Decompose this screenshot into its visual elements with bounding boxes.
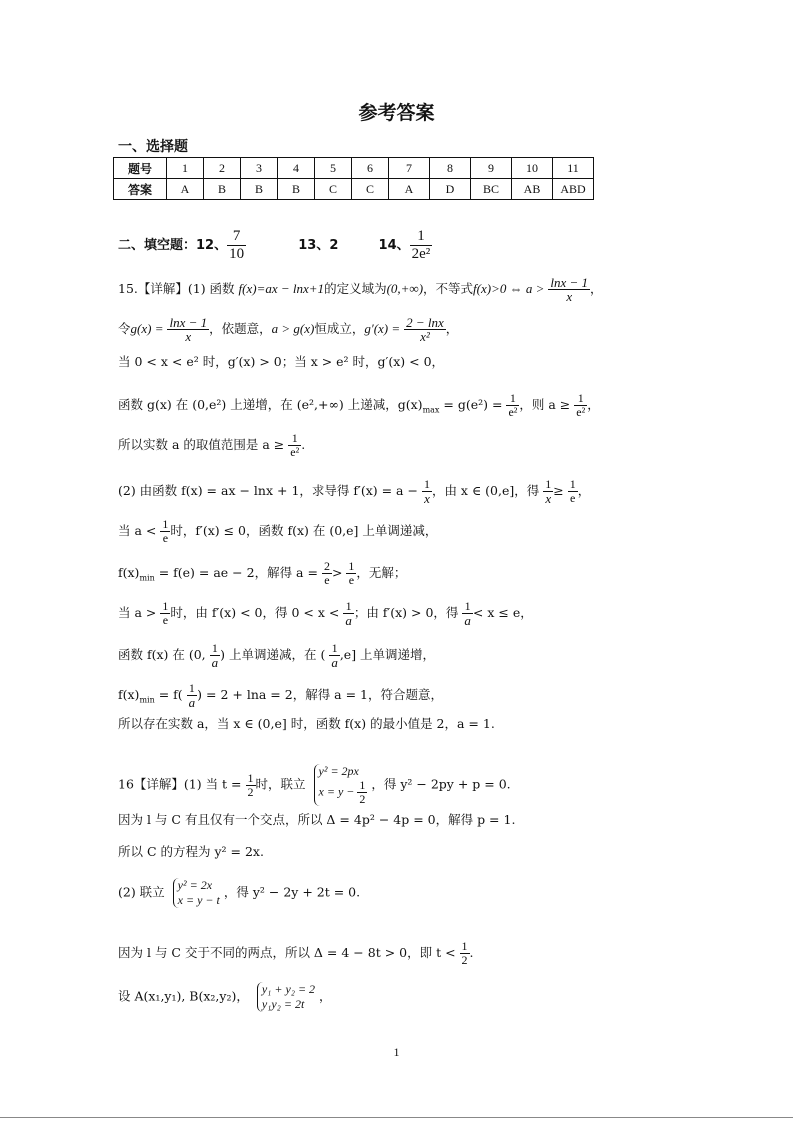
text: ) 上单调递减，在 (: [220, 647, 326, 662]
fraction-denominator: e²: [508, 405, 518, 419]
q14-label: 14、: [378, 238, 410, 253]
fraction-denominator: x²: [420, 329, 430, 344]
table-cell: 8: [430, 158, 471, 179]
text: 当 a >: [118, 605, 157, 620]
table-cell: B: [278, 179, 315, 200]
solution-line: 所以存在实数 a，当 x ∈ (0,e] 时，函数 f(x) 的最小值是 2，a = 1.: [118, 716, 495, 731]
q12-fraction: [227, 228, 246, 263]
fraction-numerator: 1: [462, 600, 473, 614]
fraction-denominator: e: [348, 573, 355, 587]
solution-line: [118, 642, 435, 669]
solution-line: [118, 560, 406, 587]
equation: y² = 2x: [177, 878, 213, 892]
section-choice-heading: 一、选择题: [118, 139, 188, 155]
table-header-cell: 题号: [114, 158, 167, 179]
solution-line: [118, 682, 443, 709]
equation-system: [314, 764, 368, 806]
fraction-numerator: 1: [423, 477, 430, 491]
fraction-numerator: 1: [247, 770, 254, 785]
table-cell: ABD: [553, 179, 594, 200]
text: ，: [445, 321, 459, 336]
fraction-numerator: 7: [227, 228, 246, 246]
fraction-denominator: a: [345, 613, 352, 628]
equation: y² = 2px: [318, 764, 359, 778]
fraction-denominator: 2e²: [411, 246, 431, 262]
page-bottom-divider: [0, 1117, 793, 1118]
fraction-numerator: 1: [569, 477, 576, 491]
fraction-denominator: x: [545, 491, 552, 506]
solution-line: [118, 276, 603, 303]
fraction: [160, 600, 170, 627]
fraction: [246, 772, 256, 799]
text: ，: [319, 988, 332, 1004]
table-cell: 2: [204, 158, 241, 179]
text: 函数 f(x) 在 (0,: [118, 647, 206, 662]
table-cell: 4: [278, 158, 315, 179]
fraction-denominator: 2: [461, 953, 468, 967]
fraction-numerator: 1: [545, 477, 552, 491]
table-cell: B: [204, 179, 241, 200]
section-fill-heading: 二、填空题：: [118, 238, 197, 253]
text: = f(e) = ae − 2，解得 a =: [154, 565, 318, 580]
text: ；由 f′(x) > 0，得: [353, 605, 459, 620]
solution-line: [118, 600, 533, 627]
table-cell: C: [352, 179, 389, 200]
text: ) = 2 + lna = 2，解得 a = 1，符合题意，: [197, 687, 444, 702]
fraction-numerator: 1: [574, 392, 587, 406]
text: ，: [577, 483, 591, 498]
text: < x ≤ e，: [472, 605, 533, 620]
solution-line: 因为 l 与 C 有且仅有一个交点，所以 Δ = 4p² − 4p = 0，解得 p = 1.: [118, 812, 516, 827]
table-header-cell: 答案: [114, 179, 167, 200]
text: 16【详解】(1) 当 t =: [118, 776, 242, 792]
fraction-numerator: 1: [288, 432, 301, 446]
text: 因为 l 与 C 交于不同的两点，所以 Δ = 4 − 8t > 0，即 t <: [118, 945, 456, 960]
solution-line: [118, 518, 437, 545]
text: .: [301, 437, 306, 452]
formula: g(x) =: [130, 321, 164, 336]
table-cell: 7: [389, 158, 430, 179]
text: 函数 g(x) 在 (0,e²) 上递增，在 (e²,+∞) 上递减，g(x): [118, 397, 423, 412]
fraction-numerator: 1: [329, 642, 340, 656]
table-cell: D: [430, 179, 471, 200]
formula: g′(x) =: [364, 321, 401, 336]
fraction-denominator: a: [464, 613, 471, 628]
fraction: [329, 642, 340, 669]
subscript: min: [139, 573, 155, 583]
fraction-denominator: e: [324, 573, 330, 587]
table-cell: A: [167, 179, 204, 200]
fraction-numerator: 1: [410, 228, 433, 246]
page-number: 1: [393, 1045, 400, 1059]
text: ，得 y² − 2py + p = 0.: [371, 776, 511, 792]
text: ，无解；: [356, 565, 407, 580]
fraction: [422, 478, 432, 505]
equation: y₁ + y₂ = 2: [261, 982, 316, 996]
text: 恒成立，: [314, 321, 365, 336]
text: ≥: [553, 483, 564, 498]
fraction-denominator: e: [570, 491, 576, 505]
table-cell: 3: [241, 158, 278, 179]
text: 时，联立: [255, 776, 306, 792]
fraction-numerator: 1: [348, 559, 355, 573]
table-cell: BC: [471, 179, 512, 200]
fraction-numerator: 2: [323, 559, 330, 573]
fraction: [404, 316, 446, 343]
text: ，由 x ∈ (0,e]，得: [431, 483, 540, 498]
fraction: [543, 478, 553, 505]
fraction-denominator: a: [211, 655, 219, 670]
fraction-denominator: a: [188, 695, 196, 710]
fraction-numerator: 1: [162, 599, 169, 613]
q12-label: 12、: [196, 238, 228, 253]
q14-fraction: [410, 228, 433, 263]
formula: (0,+∞): [386, 281, 424, 296]
fraction: [210, 642, 221, 669]
text: 15.【详解】(1) 函数: [118, 281, 235, 296]
fraction-denominator: a: [331, 655, 338, 670]
fraction: [187, 682, 198, 709]
solution-line: 当 0 < x < e² 时，g′(x) > 0；当 x > e² 时，g′(x) < 0，: [118, 354, 445, 369]
fraction-numerator: 1: [359, 778, 366, 792]
text: 的定义域为: [324, 281, 387, 296]
page-title: 参考答案: [358, 102, 435, 124]
table-cell: 1: [167, 158, 204, 179]
fraction: [568, 478, 578, 505]
fraction-numerator: 1: [210, 642, 221, 656]
equation: x = y − t: [177, 893, 220, 907]
fraction-numerator: 1: [343, 600, 354, 614]
text: ,e] 上单调递增，: [339, 647, 436, 662]
fraction-numerator: lnx − 1: [550, 275, 589, 290]
fraction: [548, 276, 590, 303]
solution-line: [118, 940, 474, 967]
text: 令: [118, 321, 131, 336]
solution-line: [118, 316, 458, 343]
fraction: [506, 392, 519, 419]
answer-table: [113, 157, 594, 200]
text: 设 A(x₁,y₁), B(x₂,y₂)，: [118, 988, 249, 1004]
q13-answer: 13、2: [298, 238, 339, 253]
equation: x = y −: [318, 784, 355, 799]
table-row: [114, 179, 594, 200]
text: ，则 a ≥: [519, 397, 571, 412]
table-cell: C: [315, 179, 352, 200]
fraction-denominator: x: [566, 289, 573, 304]
text: >: [331, 565, 343, 580]
table-cell: A: [389, 179, 430, 200]
fraction: [322, 560, 332, 587]
text: 当 a <: [118, 523, 157, 538]
text: f(x): [118, 687, 140, 702]
fraction-numerator: 2 − lnx: [406, 315, 444, 330]
formula: f(x)=ax − lnx+1: [238, 281, 325, 296]
table-row: [114, 158, 594, 179]
text: ，: [590, 281, 603, 296]
table-cell: 11: [553, 158, 594, 179]
fraction-denominator: e: [162, 531, 169, 545]
text: ，得 y² − 2y + 2t = 0.: [223, 884, 361, 900]
text: .: [469, 945, 474, 960]
fill-answers-line: [118, 228, 432, 263]
text: = f(: [154, 687, 183, 702]
solution-line: 所以 C 的方程为 y² = 2x.: [118, 844, 264, 859]
solution-line: 函数 g(x) 在 (0,e²) 上递增，在 (e²,+∞) 上递减，$g(x)_{max} = g(e^2)$ = $\frac{1}{\text{e²}}$ ，则 a ≥ $\frac{1}{\text{e²}}$ ，: [118, 391, 600, 419]
subscript: min: [139, 695, 155, 705]
text: f(x): [118, 565, 140, 580]
table-cell: 10: [512, 158, 553, 179]
fraction-denominator: 2: [359, 792, 366, 806]
solution-line: [118, 878, 360, 908]
table-cell: AB: [512, 179, 553, 200]
solution-line: [118, 764, 511, 806]
fraction-denominator: e: [162, 613, 169, 627]
equation-system: [173, 878, 220, 908]
fraction: [462, 600, 473, 627]
fraction-numerator: 1: [162, 517, 169, 531]
fraction-denominator: 2: [247, 784, 254, 799]
fraction: [288, 432, 301, 459]
table-cell: 5: [315, 158, 352, 179]
text: (2) 联立: [118, 884, 165, 900]
solution-line: [118, 982, 332, 1012]
fraction-numerator: 1: [187, 682, 198, 696]
text: (2) 由函数 f(x) = ax − lnx + 1，求导得 f′(x) = a −: [118, 483, 418, 498]
fraction-numerator: 1: [461, 939, 468, 953]
fraction-denominator: x: [185, 329, 192, 344]
text: ，不等式: [423, 281, 474, 296]
table-cell: 9: [471, 158, 512, 179]
fraction: [574, 392, 587, 419]
fraction-denominator: e²: [576, 405, 586, 419]
fraction: [346, 560, 356, 587]
text: 所以实数 a 的取值范围是 a ≥: [118, 437, 285, 452]
fraction: [160, 518, 170, 545]
table-cell: 6: [352, 158, 389, 179]
fraction: [167, 316, 209, 343]
subscript: max: [422, 405, 440, 415]
formula: f(x)>0 ⇔ a >: [473, 281, 545, 296]
text: 时，f′(x) ≤ 0，函数 f(x) 在 (0,e] 上单调递减，: [170, 523, 438, 538]
solution-line: [118, 432, 305, 459]
fraction-denominator: e²: [290, 445, 300, 459]
text: = g(e²) =: [439, 397, 503, 412]
fraction-numerator: 1: [506, 392, 519, 406]
fraction: [343, 600, 354, 627]
solution-line: [118, 478, 590, 505]
text: 时，由 f′(x) < 0，得 0 < x <: [170, 605, 340, 620]
fraction-denominator: 10: [229, 246, 245, 262]
fraction-numerator: lnx − 1: [169, 315, 208, 330]
fraction: [357, 779, 367, 806]
formula: a > g(x): [271, 321, 315, 336]
text: ，依题意，: [209, 321, 272, 336]
equation-system: [257, 982, 315, 1012]
fraction-denominator: x: [424, 491, 430, 506]
equation: y₁y₂ = 2t: [261, 997, 305, 1011]
table-cell: B: [241, 179, 278, 200]
fraction: [460, 940, 470, 967]
